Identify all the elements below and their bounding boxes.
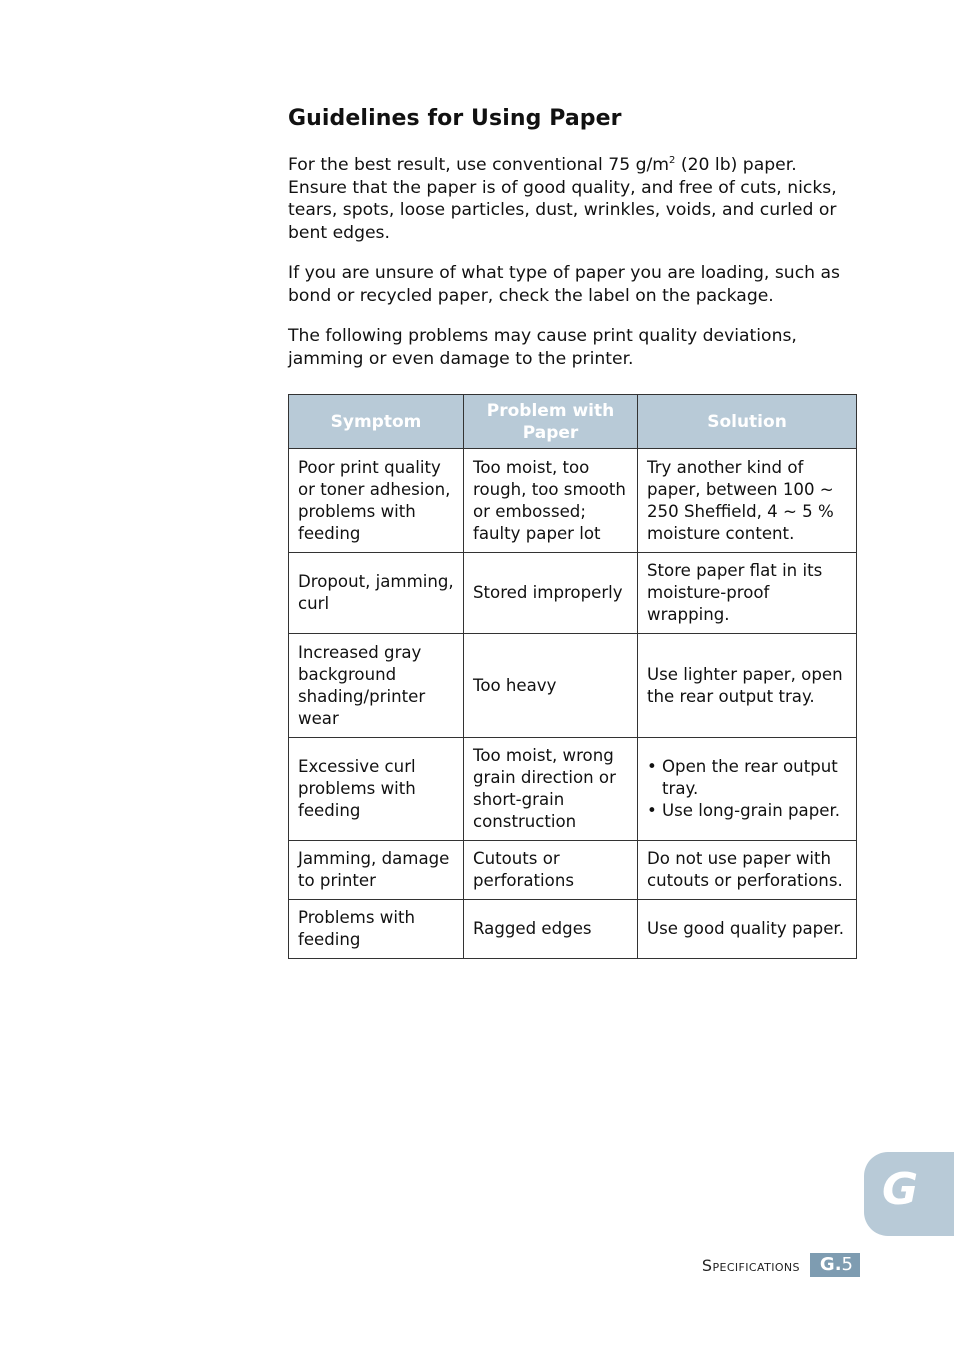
problem-cell: Ragged edges	[464, 900, 638, 959]
problems-paragraph: The following problems may cause print quality deviations, jamming or even damage to the printer.	[288, 326, 797, 369]
table-row	[289, 900, 857, 959]
symptom-cell: Problems with feeding	[289, 900, 464, 959]
intro-text-b: (20 lb) paper. Ensure that the paper is of good quality, and free of cuts, nicks, tears, spots, loose particles, dust, wrinkles, voids, and curled or bent edges.	[288, 155, 837, 243]
problem-cell: Cutouts or perforations	[464, 841, 638, 900]
chapter-letter: G	[882, 1164, 919, 1215]
table-row	[289, 841, 857, 900]
problem-cell: Stored improperly	[464, 553, 638, 634]
problem-cell: Too moist, too rough, too smooth or embossed; faulty paper lot	[464, 449, 638, 553]
solution-cell: Use good quality paper.	[638, 900, 857, 959]
intro-text-a: For the best result, use conventional 75 g/m	[288, 155, 670, 175]
solution-cell: Do not use paper with cutouts or perforations.	[638, 841, 857, 900]
symptom-cell: Excessive curl problems with feeding	[289, 738, 464, 841]
table-row	[289, 738, 857, 841]
footer-section-label: Specifications	[701, 1255, 800, 1275]
solution-bullet-list	[647, 756, 848, 822]
symptom-cell: Poor print quality or toner adhesion, problems with feeding	[289, 449, 464, 553]
table-row	[289, 634, 857, 738]
solution-cell	[638, 738, 857, 841]
intro-paragraph	[288, 154, 856, 244]
solution-bullet: • Open the rear output tray.	[647, 756, 848, 800]
page-footer	[702, 1252, 860, 1278]
page-content	[288, 104, 856, 959]
solution-cell: Try another kind of paper, between 100 ~ 250 Sheffield, 4 ~ 5 % moisture content.	[638, 449, 857, 553]
symptom-cell: Dropout, jamming, curl	[289, 553, 464, 634]
chapter-tab	[864, 1152, 954, 1236]
problem-cell: Too moist, wrong grain direction or short-grain construction	[464, 738, 638, 841]
problem-cell: Too heavy	[464, 634, 638, 738]
paper-type-paragraph: If you are unsure of what type of paper you are loading, such as bond or recycled paper, check the label on the package.	[288, 263, 840, 306]
symptom-cell: Jamming, damage to printer	[289, 841, 464, 900]
symptom-cell: Increased gray background shading/printer wear	[289, 634, 464, 738]
solution-bullet: • Use long-grain paper.	[647, 800, 848, 822]
solution-cell: Use lighter paper, open the rear output tray.	[638, 634, 857, 738]
table-header-row	[289, 395, 857, 449]
header-problem: Problem with Paper	[464, 395, 638, 449]
header-symptom: Symptom	[289, 395, 464, 449]
section-heading: Guidelines for Using Paper	[288, 106, 622, 131]
solution-cell: Store paper flat in its moisture-proof wrapping.	[638, 553, 857, 634]
table-row	[289, 553, 857, 634]
header-solution: Solution	[638, 395, 857, 449]
superscript-2: 2	[669, 155, 676, 166]
table-row	[289, 449, 857, 553]
paper-problems-table	[288, 394, 857, 959]
page-number-badge	[810, 1253, 860, 1277]
page-number: 5	[841, 1254, 853, 1275]
page-number-prefix: G.	[819, 1254, 842, 1275]
